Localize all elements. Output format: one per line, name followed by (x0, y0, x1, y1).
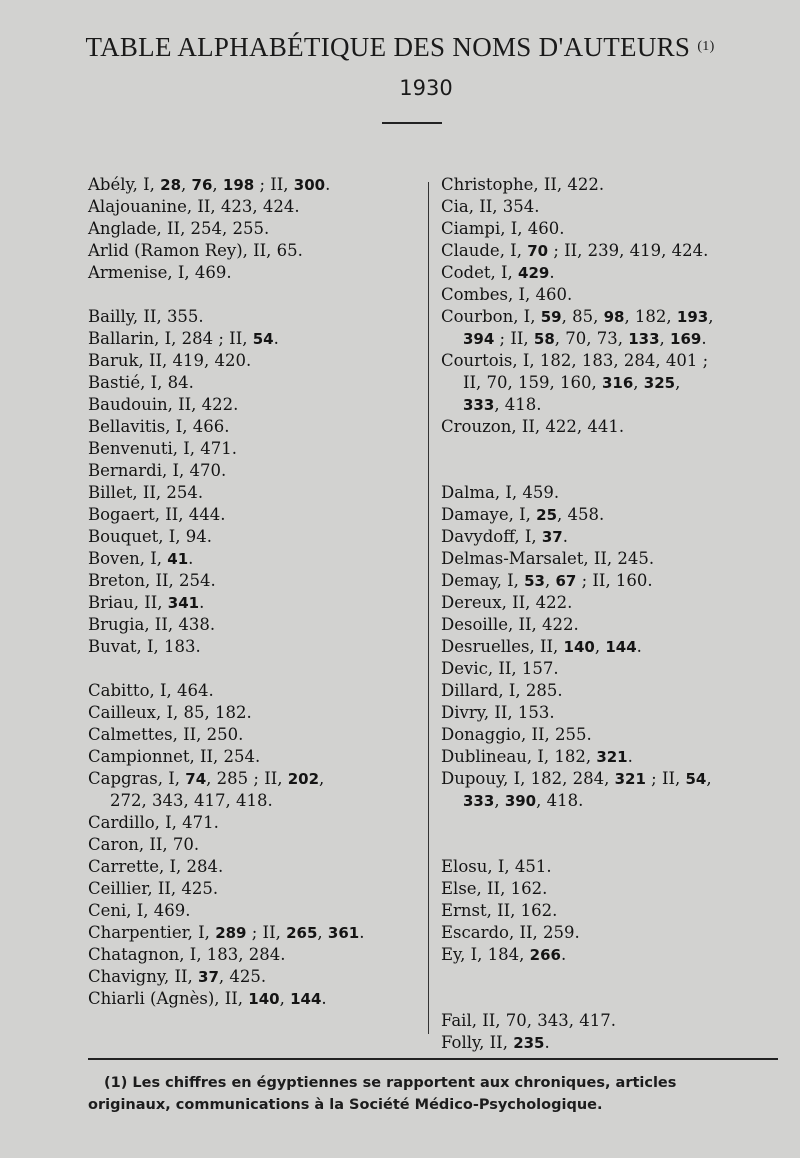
title-rule (382, 122, 442, 124)
entry-text: Calmettes, II, 250. (88, 725, 244, 744)
index-entry (88, 328, 428, 350)
index-entry (441, 416, 781, 438)
section-gap (441, 438, 781, 460)
entry-text: Benvenuti, I, 471. (88, 439, 237, 458)
page-ref-bold: 37 (541, 528, 563, 546)
page-ref-bold: 53 (524, 572, 545, 590)
index-entry (441, 922, 781, 944)
entry-text: , (708, 307, 714, 326)
index-entry (441, 372, 781, 394)
entry-text: Ceni, I, 469. (88, 901, 191, 920)
entry-text: Delmas-Marsalet, II, 245. (441, 549, 655, 568)
page-ref-bold: 67 (555, 572, 577, 590)
index-entry (441, 702, 781, 724)
index-entry (88, 262, 428, 284)
index-entry (441, 592, 781, 614)
entry-text: . (560, 945, 567, 964)
entry-text: . (636, 637, 642, 656)
entry-text: ; II, (494, 329, 534, 348)
entry-text: Desoille, II, 422. (441, 615, 579, 634)
index-entry (88, 944, 428, 966)
entry-text: . (627, 747, 633, 766)
entry-text: Ballarin, I, 284 ; II, (88, 329, 253, 348)
entry-text: Dublineau, I, 182, (441, 747, 597, 766)
entry-text: Buvat, I, 183. (88, 637, 201, 656)
entry-text: , 418. (536, 791, 584, 810)
entry-text: , 285 ; II, (206, 769, 288, 788)
page-ref-bold: 28 (160, 176, 182, 194)
page-ref-bold: 266 (529, 946, 561, 964)
index-entry (88, 416, 428, 438)
section-gap (88, 658, 428, 680)
entry-text: ; II, (246, 923, 287, 942)
page-ref-bold: 169 (670, 330, 702, 348)
entry-text: Elosu, I, 451. (441, 857, 552, 876)
entry-text: , (212, 175, 223, 194)
page-ref-bold: 429 (518, 264, 550, 282)
section-gap (88, 284, 428, 306)
index-entry (88, 834, 428, 856)
index-entry (441, 218, 781, 240)
page-ref-bold: 333 (463, 792, 495, 810)
entry-text: Demay, I, (441, 571, 525, 590)
page-ref-bold: 321 (596, 748, 628, 766)
page-ref-bold: 390 (504, 792, 537, 810)
index-entry (441, 856, 781, 878)
entry-text: Campionnet, II, 254. (88, 747, 261, 766)
entry-text: , (675, 373, 681, 392)
index-entry (441, 724, 781, 746)
page-ref-bold: 325 (643, 374, 676, 392)
index-entry (88, 900, 428, 922)
page-ref-bold: 198 (222, 176, 255, 194)
entry-text: Charpentier, I, (88, 923, 216, 942)
page-ref-bold: 59 (540, 308, 562, 326)
section-gap (441, 966, 781, 988)
entry-text: Brugia, II, 438. (88, 615, 216, 634)
entry-text: Caron, II, 70. (88, 835, 200, 854)
entry-text: ; II, (645, 769, 686, 788)
index-entry (88, 702, 428, 724)
entry-text: Courtois, I, 182, 183, 284, 401 ; (441, 351, 709, 370)
index-entry (441, 1032, 781, 1054)
right-column (441, 174, 781, 1054)
entry-text: , 418. (494, 395, 542, 414)
entry-text: Bastié, I, 84. (88, 373, 194, 392)
entry-text: , (706, 769, 712, 788)
index-entry (441, 636, 781, 658)
entry-text: , (181, 175, 192, 194)
entry-text: . (562, 527, 568, 546)
footnote-rule (88, 1058, 778, 1060)
index-entry (441, 328, 781, 350)
entry-text: Bailly, II, 355. (88, 307, 204, 326)
entry-text: ; II, (254, 175, 294, 194)
index-entry (88, 724, 428, 746)
index-entry (88, 174, 428, 196)
index-entry (88, 878, 428, 900)
page-ref-bold: 193 (676, 308, 709, 326)
entry-text: Baudouin, II, 422. (88, 395, 239, 414)
page-ref-bold: 333 (463, 396, 495, 414)
page-ref-bold: 76 (191, 176, 213, 194)
title-text: TABLE ALPHABÉTIQUE DES NOMS D'AUTEURS (85, 32, 691, 62)
entry-text: Abély, I, (88, 175, 161, 194)
entry-text: Ciampi, I, 460. (441, 219, 565, 238)
index-entry (441, 548, 781, 570)
entry-text: Anglade, II, 254, 255. (88, 219, 270, 238)
index-entry (88, 526, 428, 548)
index-entry (88, 548, 428, 570)
entry-text: . (199, 593, 205, 612)
section-gap (441, 812, 781, 834)
entry-text: , (279, 989, 291, 1008)
entry-text: . (359, 923, 365, 942)
index-entry (441, 944, 781, 966)
page-ref-bold: 98 (603, 308, 625, 326)
entry-text: . (325, 175, 331, 194)
index-entry (441, 394, 781, 416)
entry-text: Devic, II, 157. (441, 659, 559, 678)
entry-text: Chiarli (Agnès), II, (88, 989, 249, 1008)
entry-text: , (594, 637, 606, 656)
footnote-line-2: originaux, communications à la Société Médico-Psychologique. (88, 1097, 603, 1113)
index-entry (88, 196, 428, 218)
entry-text: , 85, (561, 307, 604, 326)
entry-text: Alajouanine, II, 423, 424. (88, 197, 300, 216)
entry-text: Dalma, I, 459. (441, 483, 560, 502)
index-entry (88, 438, 428, 460)
entry-text: ; II, 239, 419, 424. (548, 241, 709, 260)
entry-text: ; II, 160. (576, 571, 653, 590)
entry-text: Donaggio, II, 255. (441, 725, 592, 744)
index-entry (88, 680, 428, 702)
entry-text: Baruk, II, 419, 420. (88, 351, 252, 370)
entry-text: Bouquet, I, 94. (88, 527, 213, 546)
page-ref-bold: 74 (185, 770, 207, 788)
entry-text: Billet, II, 254. (88, 483, 204, 502)
entry-text: Bellavitis, I, 466. (88, 417, 230, 436)
page-ref-bold: 341 (167, 594, 200, 612)
footnote-marker: (1) (697, 39, 715, 54)
entry-text: . (544, 1033, 550, 1052)
entry-text: Damaye, I, (441, 505, 537, 524)
section-gap (441, 988, 781, 1010)
index-entry (441, 482, 781, 504)
entry-text: 272, 343, 417, 418. (110, 791, 273, 810)
page-ref-bold: 41 (167, 550, 189, 568)
entry-text: , (659, 329, 671, 348)
page-ref-bold: 300 (293, 176, 326, 194)
page-ref-bold: 37 (198, 968, 219, 986)
entry-text: Arlid (Ramon Rey), II, 65. (88, 241, 303, 260)
entry-text: . (321, 989, 327, 1008)
entry-text: Claude, I, (441, 241, 528, 260)
index-entry (88, 504, 428, 526)
index-entry (88, 746, 428, 768)
page-ref-bold: 140 (563, 638, 595, 656)
footnote (88, 1072, 778, 1116)
index-entry (88, 636, 428, 658)
entry-text: Davydoff, I, (441, 527, 542, 546)
page-ref-bold: 54 (252, 330, 274, 348)
index-entry (88, 394, 428, 416)
entry-text: Carrette, I, 284. (88, 857, 224, 876)
entry-text: , 70, 73, (554, 329, 629, 348)
entry-text: . (273, 329, 279, 348)
left-column (88, 174, 428, 1010)
entry-text: Boven, I, (88, 549, 168, 568)
entry-text: Desruelles, II, (441, 637, 564, 656)
entry-text: . (188, 549, 194, 568)
index-entry (441, 262, 781, 284)
index-entry (441, 504, 781, 526)
entry-text: , (317, 923, 328, 942)
page-ref-bold: 289 (215, 924, 247, 942)
entry-text: Divry, II, 153. (441, 703, 555, 722)
page-ref-bold: 394 (463, 330, 495, 348)
entry-text: Dillard, I, 285. (441, 681, 563, 700)
index-entry (441, 900, 781, 922)
entry-text: Capgras, I, (88, 769, 186, 788)
entry-text: Courbon, I, (441, 307, 541, 326)
entry-text: , 182, (624, 307, 677, 326)
page-ref-bold: 144 (605, 638, 637, 656)
index-entry (441, 746, 781, 768)
page-ref-bold: 316 (601, 374, 634, 392)
entry-text: , (633, 373, 644, 392)
entry-text: II, 70, 159, 160, (463, 373, 602, 392)
entry-text: , (494, 791, 505, 810)
index-entry (441, 240, 781, 262)
entry-text: Fail, II, 70, 343, 417. (441, 1011, 616, 1030)
index-entry (441, 174, 781, 196)
entry-text: Folly, II, (441, 1033, 514, 1052)
index-entry (441, 768, 781, 790)
index-entry (441, 306, 781, 328)
index-entry (88, 768, 428, 790)
entry-text: Christophe, II, 422. (441, 175, 605, 194)
entry-text: , (319, 769, 325, 788)
entry-text: Chavigny, II, (88, 967, 199, 986)
entry-text: Chatagnon, I, 183, 284. (88, 945, 286, 964)
page-ref-bold: 54 (685, 770, 707, 788)
entry-text: Escardo, II, 259. (441, 923, 580, 942)
index-entry (441, 680, 781, 702)
index-entry (88, 922, 428, 944)
entry-text: Cabitto, I, 464. (88, 681, 214, 700)
page-ref-bold: 58 (533, 330, 555, 348)
entry-text: Cailleux, I, 85, 182. (88, 703, 252, 722)
entry-text: Bernardi, I, 470. (88, 461, 227, 480)
index-entry (88, 460, 428, 482)
index-entry (88, 614, 428, 636)
section-gap (441, 834, 781, 856)
year-heading: 1930 (399, 76, 453, 100)
index-entry (88, 856, 428, 878)
index-entry (88, 306, 428, 328)
index-entry (88, 988, 428, 1010)
entry-text: Ernst, II, 162. (441, 901, 558, 920)
index-entry (441, 658, 781, 680)
index-entry (88, 482, 428, 504)
entry-text: Dupouy, I, 182, 284, (441, 769, 615, 788)
index-entry (441, 614, 781, 636)
entry-text: Dereux, II, 422. (441, 593, 573, 612)
entry-text: Crouzon, II, 422, 441. (441, 417, 625, 436)
entry-text: , 425. (218, 967, 267, 986)
index-entry (441, 526, 781, 548)
index-entry (441, 196, 781, 218)
page-ref-bold: 70 (527, 242, 549, 260)
entry-text: Bogaert, II, 444. (88, 505, 226, 524)
index-entry (88, 570, 428, 592)
page-ref-bold: 361 (327, 924, 360, 942)
footnote-line-1: (1) Les chiffres en égyptiennes se rapportent aux chroniques, articles (104, 1075, 677, 1091)
entry-text: Ceillier, II, 425. (88, 879, 219, 898)
index-entry (88, 372, 428, 394)
entry-text: Breton, II, 254. (88, 571, 216, 590)
index-entry (441, 1010, 781, 1032)
index-entry (441, 790, 781, 812)
entry-text: Briau, II, (88, 593, 168, 612)
index-entry (441, 878, 781, 900)
index-entry (88, 966, 428, 988)
index-entry (441, 570, 781, 592)
index-entry (88, 350, 428, 372)
entry-text: . (549, 263, 555, 282)
entry-text: Combes, I, 460. (441, 285, 573, 304)
index-entry (88, 592, 428, 614)
index-entry (441, 350, 781, 372)
index-entry (88, 218, 428, 240)
page-ref-bold: 265 (286, 924, 318, 942)
page-ref-bold: 144 (290, 990, 322, 1008)
page-ref-bold: 321 (614, 770, 646, 788)
entry-text: Armenise, I, 469. (88, 263, 232, 282)
entry-text: , (544, 571, 556, 590)
index-entry (88, 790, 428, 812)
page-ref-bold: 25 (536, 506, 558, 524)
entry-text: Cia, II, 354. (441, 197, 540, 216)
entry-text: Codet, I, (441, 263, 519, 282)
entry-text: . (701, 329, 707, 348)
page-ref-bold: 202 (287, 770, 320, 788)
entry-text: Ey, I, 184, (441, 945, 530, 964)
index-entry (441, 284, 781, 306)
page-ref-bold: 235 (513, 1034, 545, 1052)
page-title (0, 32, 800, 63)
section-gap (441, 460, 781, 482)
column-divider (428, 182, 429, 1034)
entry-text: Cardillo, I, 471. (88, 813, 219, 832)
entry-text: Else, II, 162. (441, 879, 548, 898)
page-ref-bold: 133 (628, 330, 660, 348)
index-entry (88, 240, 428, 262)
page-ref-bold: 140 (248, 990, 280, 1008)
index-entry (88, 812, 428, 834)
entry-text: , 458. (557, 505, 605, 524)
